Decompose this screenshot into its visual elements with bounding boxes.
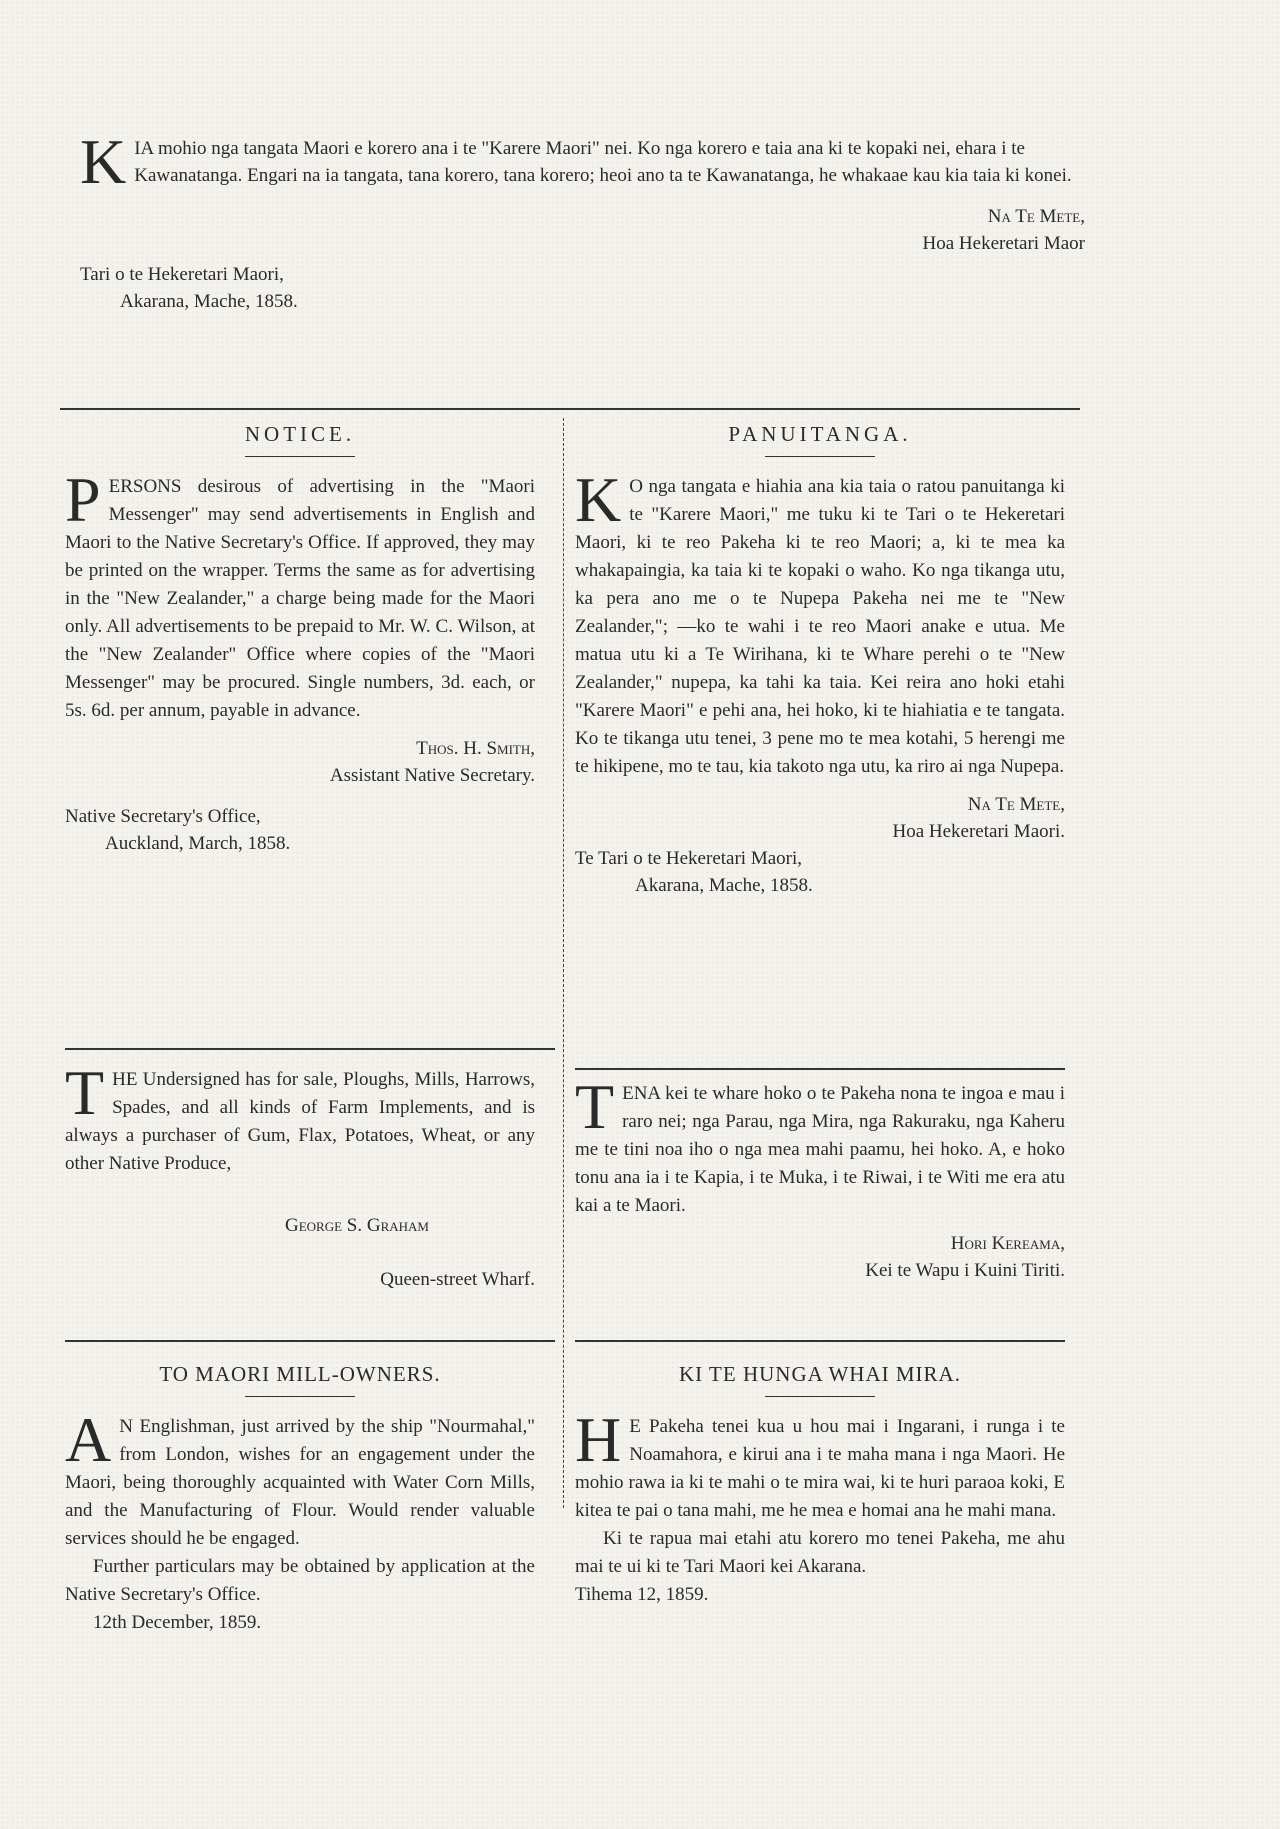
top-notice-text: KIA mohio nga tangata Maori e korero ana i te "Karere Maori" nei. Ko nga korero e taia ana ki te kopaki nei, ehara i te Kawanatanga. Engari na ia tangata, tana korero, tana korero; heoi ano ta te Kawanatanga, he whakaae kau kia taia ki konei. (80, 126, 1072, 197)
notice-signature-title: Assistant Native Secretary. (329, 765, 535, 786)
notice-text: PERSONS desirous of advertising in the "Maori Messenger" may send advertisements in English and Maori to the Native Secretary's Office. If approved, they may be printed on the wrapper. Terms the same as for advertising in the "New Zealander," a charge being made for the Maori only. All advertisements to be prepaid to Mr. W. C. Wilson, at the "New Zealander" Office where copies of the "Maori Messenger" may be procured. Single numbers, 3d. each, or 5s. 6d. per annum, payable in advance. (65, 464, 535, 721)
panuitanga-maori (575, 420, 1065, 899)
panuitanga-heading: PANUITANGA. (728, 422, 912, 446)
section-divider-right-2 (575, 1340, 1065, 1342)
mill-owners-text-2: Further particulars may be obtained by application at the Native Secretary's Office. (65, 1556, 535, 1605)
section-divider-top (60, 408, 1080, 410)
column-divider (563, 418, 564, 1508)
drop-cap: K (80, 126, 127, 197)
mill-owners-date: 12th December, 1859. (93, 1612, 262, 1633)
notice-address-line2: Auckland, March, 1858. (105, 833, 291, 854)
panuitanga-address-line2: Akarana, Mache, 1858. (635, 875, 813, 896)
mill-owners-maori-date: Tihema 12, 1859. (575, 1584, 709, 1605)
mill-owners-text: A N Englishman, just arrived by the ship "Nourmahal," from London, wishes for an engagement under the Maori, being thoroughly acquainted with Water Corn Mills, and the Manufacturing of Flour. Would render valuable services should he be engaged. (65, 1404, 535, 1549)
top-address-line1: Tari o te Hekeretari Maori, (80, 264, 284, 285)
drop-cap: T (575, 1071, 615, 1142)
section-divider-left-1 (65, 1048, 555, 1050)
top-signature-title: Hoa Hekeretari Maor (922, 233, 1085, 254)
mill-owners-maori (575, 1360, 1065, 1609)
mill-owners-maori-text: H E Pakeha tenei kua u hou mai i Ingarani, i runga i te Noamahora, e kirui ana i te maha mana i nga Maori. He mohio rawa ia ki te mahi o te mira wai, ki te huri paraoa koki, E kitea te pai o tana mahi, me he mea e homai ana he mahi mana. (575, 1404, 1065, 1521)
drop-cap: P (65, 464, 101, 535)
notice-address-line1: Native Secretary's Office, (65, 806, 261, 827)
mill-owners-heading: TO MAORI MILL-OWNERS. (159, 1362, 441, 1386)
top-notice (80, 126, 1085, 315)
drop-cap: T (65, 1057, 105, 1128)
drop-cap: K (575, 464, 622, 535)
panuitanga-address-line1: Te Tari o te Hekeretari Maori, (575, 848, 802, 869)
heading-underline (245, 456, 355, 457)
mill-owners-english (65, 1360, 535, 1637)
heading-underline (765, 456, 875, 457)
top-address-line2: Akarana, Mache, 1858. (120, 291, 298, 312)
mill-owners-maori-text-2: Ki te rapua mai etahi atu korero mo tenei Pakeha, me ahu mai te ui ki te Tari Maori kei Akarana. (575, 1528, 1065, 1577)
section-divider-right-1 (575, 1068, 1065, 1070)
panuitanga-text: K O nga tangata e hiahia ana kia taia o ratou panuitanga ki te "Karere Maori," me tuku ki te Tari o te Hekeretari Maori, ki te reo Pakeha ki te reo Maori; a, ki te mea ka whakapaingia, ka taia ki te kopaki o waho. Ko nga tikanga utu, ka pera ano me o te Nupepa Pakeha nei me te "New Zealander,"; —ko te wahi i te reo Maori anake e utua. Me matua utu ki a Te Wirihana, ki te Whare perehi o te "New Zealander," nupepa, ka tahi ka taia. Kei reira ano hoki etahi "Karere Maori" e pehi ana, hei hoko, ki te hiahiatia e te tangata. Ko te tikanga utu tenei, 3 pene mo te mea kotahi, 5 herengi me te hikipene, mo te tau, kia takoto nga utu, ka riro ai nga Nupepa. (575, 464, 1065, 777)
notice-signature-name: Thos. H. Smith, (416, 738, 535, 759)
mill-owners-maori-heading: KI TE HUNGA WHAI MIRA. (679, 1362, 961, 1386)
drop-cap: A (65, 1404, 112, 1475)
panuitanga-signature-name: Na Te Mete, (967, 794, 1065, 815)
notice-heading: NOTICE. (244, 422, 356, 446)
graham-ad (65, 1057, 535, 1293)
panuitanga-signature-title: Hoa Hekeretari Maori. (892, 821, 1065, 842)
drop-cap: H (575, 1404, 622, 1475)
tena-signature-name: Hori Kereama, (950, 1233, 1065, 1254)
tena-ad-text: TENA kei te whare hoko o te Pakeha nona te ingoa e mau i raro nei; nga Parau, nga Mira, nga Rakuraku, nga Kaheru me te tini noa iho o nga mea mahi paamu, hei hoko. A, e hoko tonu ana ia i te Kapia, i te Muka, i te Riwai, i te Witi me era atu kai a te Maori. (575, 1071, 1065, 1216)
tena-signature-address: Kei te Wapu i Kuini Tiriti. (865, 1260, 1065, 1281)
heading-underline (765, 1396, 875, 1397)
heading-underline (245, 1396, 355, 1397)
graham-ad-text: THE Undersigned has for sale, Ploughs, Mills, Harrows, Spades, and all kinds of Farm Implements, and is always a purchaser of Gum, Flax, Potatoes, Wheat, or any other Native Produce, (65, 1057, 535, 1174)
section-divider-left-2 (65, 1340, 555, 1342)
tena-ad (575, 1071, 1065, 1284)
graham-signature-address: Queen-street Wharf. (380, 1269, 535, 1290)
graham-signature-name: George S. Graham (285, 1215, 429, 1236)
notice-english (65, 420, 535, 857)
top-signature-name: Na Te Mete, (987, 206, 1085, 227)
